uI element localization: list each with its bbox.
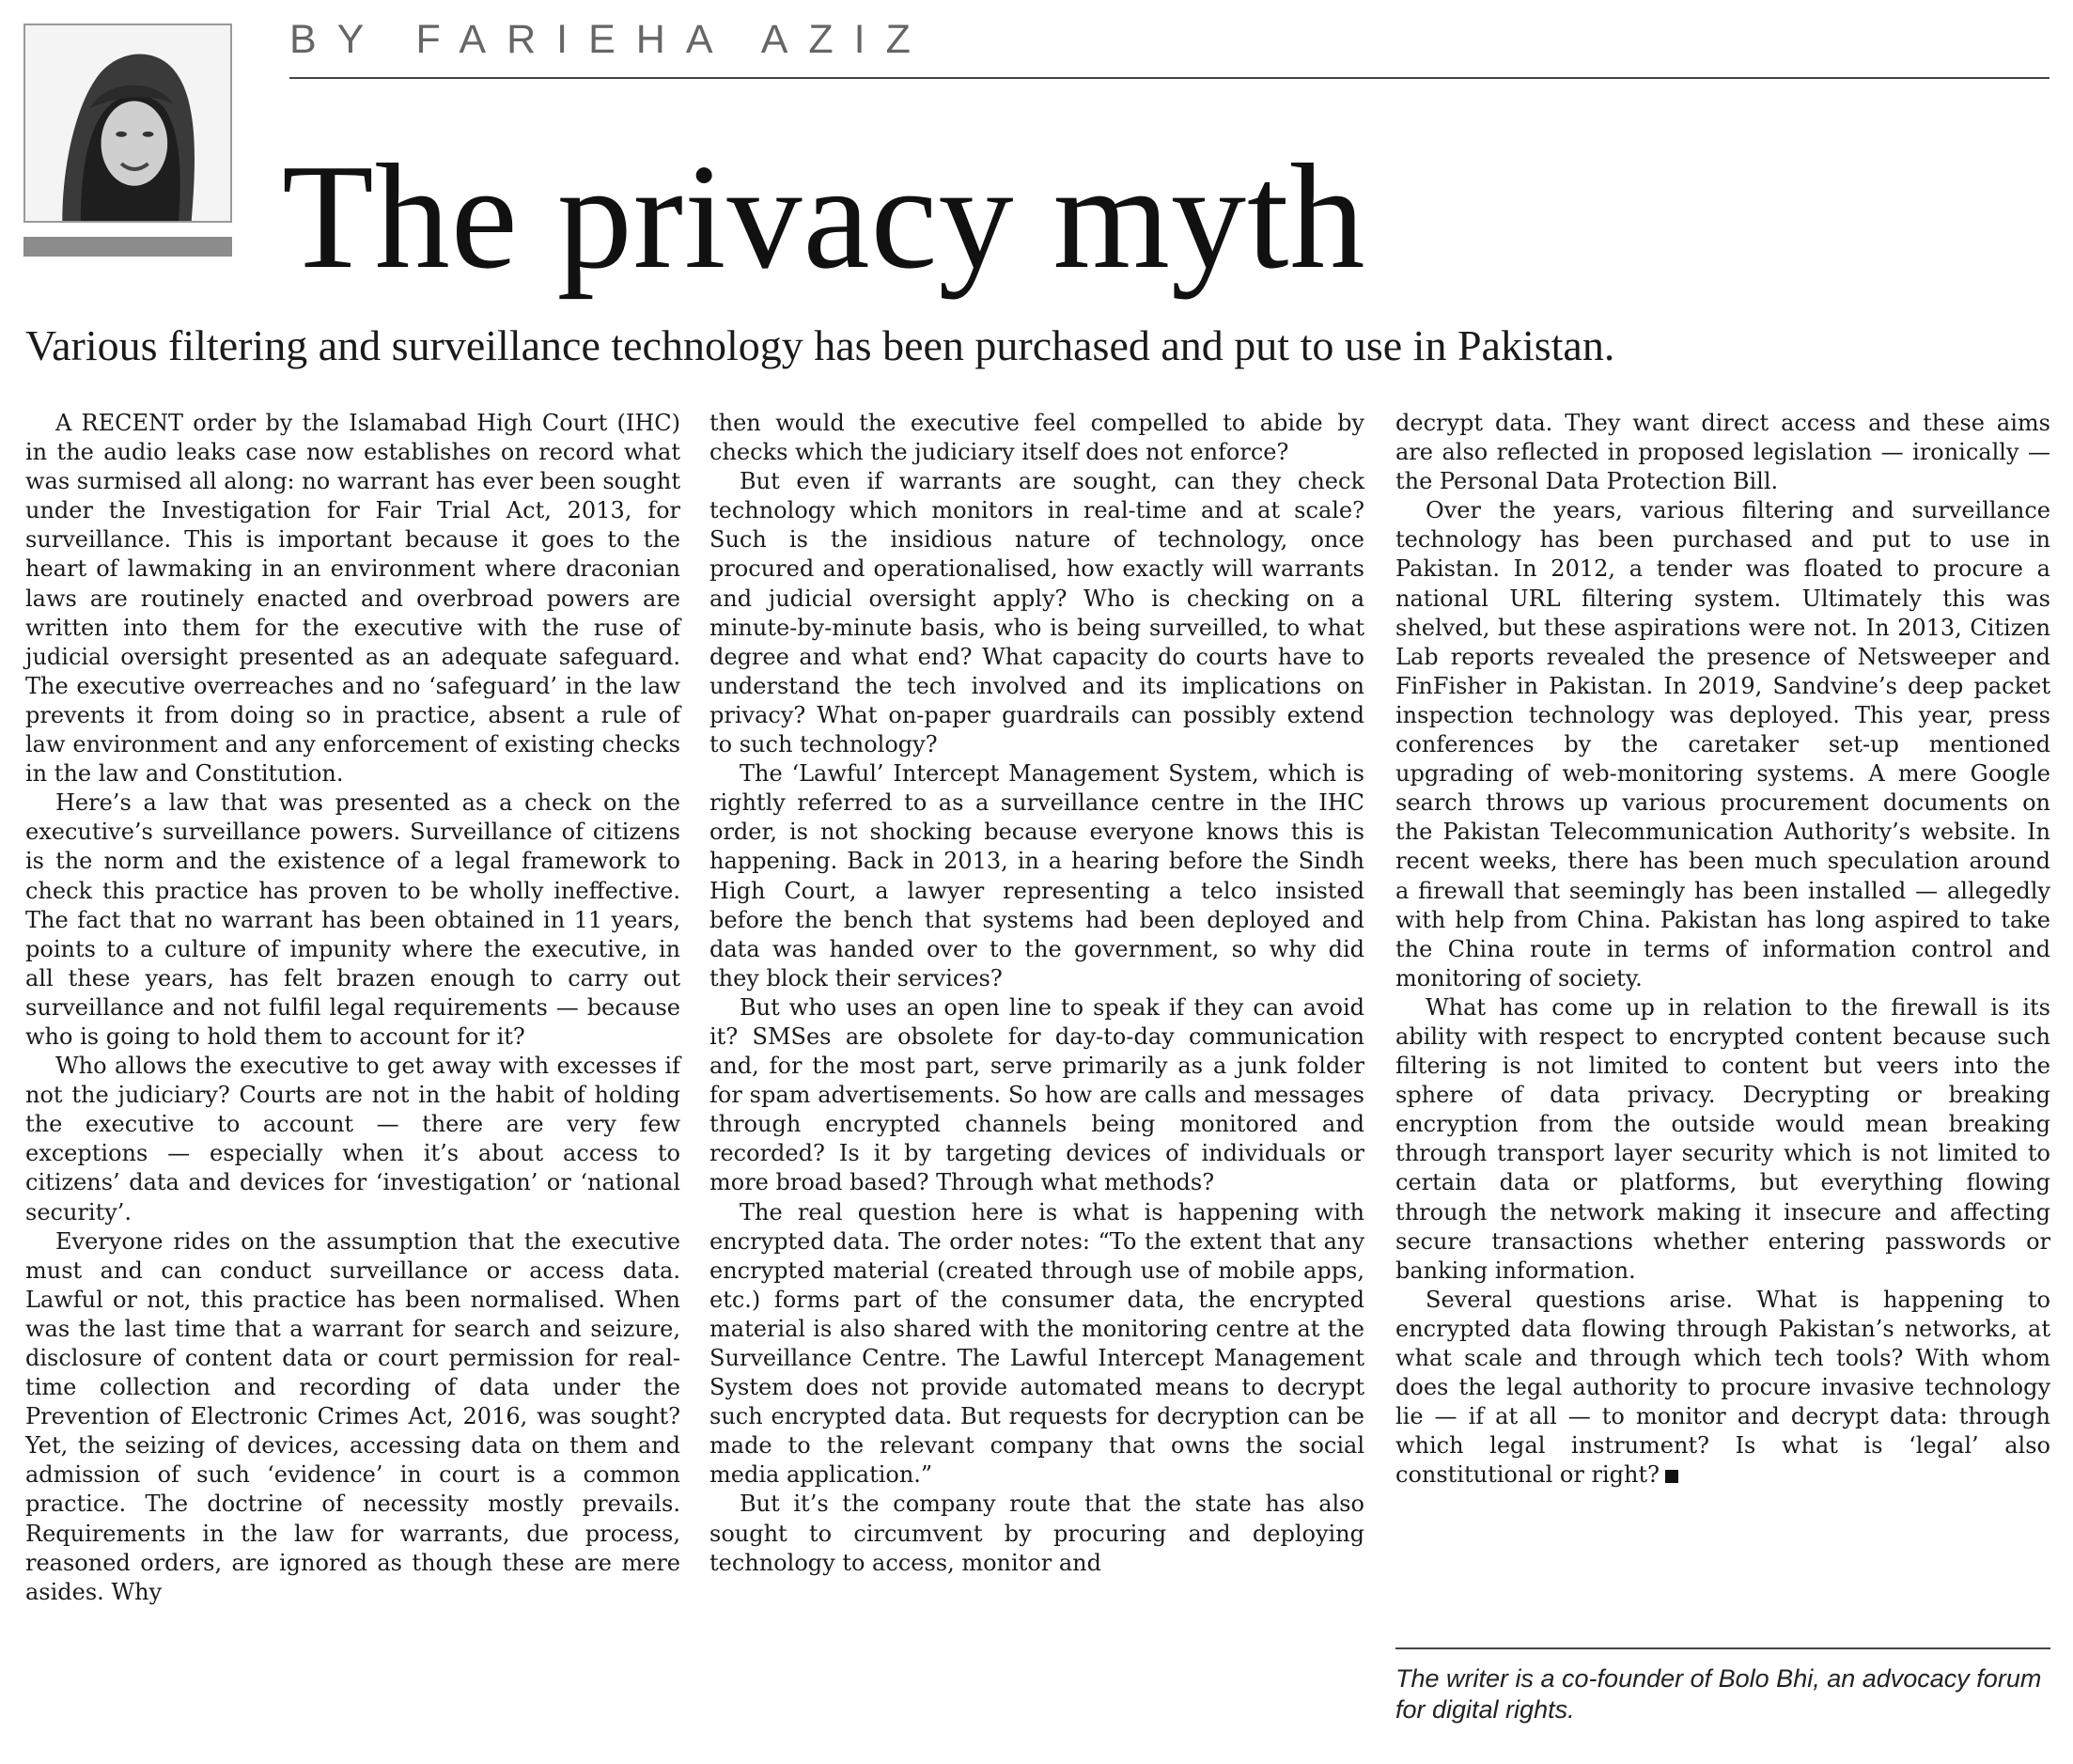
bio-rule xyxy=(1395,1647,2050,1649)
photo-accent-bar xyxy=(23,237,232,257)
standfirst: Various filtering and surveillance technology has been purchased and put to use in Pakistan. xyxy=(25,321,1615,369)
paragraph: decrypt data. They want direct access and these aims are also reflected in proposed legislation — ironically — the Personal Data Protection Bill. xyxy=(1395,410,2050,495)
author-portrait-image xyxy=(25,25,230,221)
paragraph-text: Several questions arise. What is happening to encrypted data flowing through Pakistan’s networks, at what scale and through which tech tools? With whom does the legal authority to procure invasive technology lie — if at all — to monitor and decrypt data: through which legal instrument? Is what is ‘legal’ also constitutional or right? xyxy=(1395,1286,2050,1489)
author-photo xyxy=(23,23,232,223)
paragraph: Who allows the executive to get away with excesses if not the judiciary? Courts are not in the habit of holding the executive to account — there are very few exceptions — especially when it’s about access to citizens’ data and devices for ‘investigation’ or ‘national security’. xyxy=(25,1053,680,1225)
author-bio: The writer is a co-founder of Bolo Bhi, an advocacy forum for digital rights. xyxy=(1395,1664,2042,1724)
paragraph: The real question here is what is happening with encrypted data. The order notes: “To the extent that any encrypted material (created through use of mobile apps, etc.) forms part of the consumer data, the encrypted material is also shared with the monitoring centre at the Surveillance Centre. The Lawful Intercept Management System does not provide automated means to decrypt such encrypted data. But requests for decryption can be made to the relevant company that owns the social media application.” xyxy=(709,1198,1364,1489)
paragraph: Everyone rides on the assumption that the executive must and can conduct surveillance or access data. Lawful or not, this practice has been normalised. When was the last time that a warrant for search and seizure, disclosure of content data or court permission for real-time collection and recording of data under the Prevention of Electronic Crimes Act, 2016, was sought? Yet, the seizing of devices, accessing data on them and admission of such ‘evidence’ in court is a common practice. The doctrine of necessity mostly prevails. Requirements in the law for warrants, due process, reasoned orders, are ignored as though these are mere asides. Why xyxy=(25,1227,680,1605)
paragraph: But who uses an open line to speak if they can avoid it? SMSes are obsolete for day-to-day communication and, for the most part, serve primarily as a junk folder for spam advertisements. So how are calls and messages through encrypted channels being monitored and recorded? Is it by targeting devices of individuals or more broad based? Through what methods? xyxy=(709,993,1364,1196)
paragraph: Over the years, various filtering and surveillance technology has been purchased and put to use in Pakistan. In 2012, a tender was floated to procure a national URL filtering system. Ultimately this was shelved, but these aspirations were not. In 2013, Citizen Lab reports revealed the presence of Netsweeper and FinFisher in Pakistan. In 2019, Sandvine’s deep packet inspection technology was deployed. This year, press conferences by the caretaker set-up mentioned upgrading of web-monitoring systems. A mere Google search throws up various procurement documents on the Pakistan Telecommunication Authority’s website. In recent weeks, there has been much speculation around a firewall that seemingly has been installed — allegedly with help from China. Pakistan has long aspired to take the China route in terms of information control and monitoring of society. xyxy=(1395,497,2050,991)
byline: BY FARIEHA AZIZ xyxy=(289,17,931,62)
paragraph: But even if warrants are sought, can they check technology which monitors in real-time and at scale? Such is the insidious nature of technology, once procured and operationalised, how exactly will warrants and judicial oversight apply? Who is checking on a minute-by-minute basis, who is being surveilled, to what degree and what end? What capacity do courts have to understand the tech involved and its implications on privacy? What on-paper guardrails can possibly extend to such technology? xyxy=(709,468,1364,758)
paragraph: A RECENT order by the Islamabad High Court (IHC) in the audio leaks case now establishes on record what was surmised all along: no warrant has ever been sought under the Investigation for Fair Trial Act, 2013, for surveillance. This is important because it goes to the heart of lawmaking in an environment where draconian laws are routinely enacted and overbroad powers are written into them for the executive with the ruse of judicial oversight presented as an adequate safeguard. The executive overreaches and no ‘safeguard’ in the law prevents it from doing so in practice, absent a rule of law environment and any enforcement of existing checks in the law and Constitution. xyxy=(25,410,680,788)
article-column-3 xyxy=(1395,409,2050,1490)
end-mark-icon xyxy=(1665,1470,1678,1483)
byline-rule xyxy=(289,77,2050,79)
paragraph: then would the executive feel compelled to abide by checks which the judiciary itself does not enforce? xyxy=(709,410,1364,466)
article-column-1 xyxy=(25,409,680,1607)
paragraph: But it’s the company route that the state has also sought to circumvent by procuring and deploying technology to access, monitor and xyxy=(709,1491,1364,1576)
paragraph: What has come up in relation to the firewall is its ability with respect to encrypted content because such filtering is not limited to content but veers into the sphere of data privacy. Decrypting or breaking encryption from the outside would mean breaking through transport layer security which is not limited to certain data or platforms, but everything flowing through the network making it insecure and affecting secure transactions whether entering passwords or banking information. xyxy=(1395,993,2050,1284)
headline: The privacy myth xyxy=(282,133,1366,300)
article-column-2 xyxy=(709,409,1364,1578)
final-paragraph xyxy=(1395,1286,2050,1491)
paragraph: The ‘Lawful’ Intercept Management System, which is rightly referred to as a surveillance centre in the IHC order, is not shocking because everyone knows this is happening. Back in 2013, in a hearing before the Sindh High Court, a lawyer representing a telco insisted before the bench that systems had been deployed and data was handed over to the government, so why did they block their services? xyxy=(709,760,1364,991)
paragraph: Here’s a law that was presented as a check on the executive’s surveillance powers. Surveillance of citizens is the norm and the existence of a legal framework to check this practice has proven to be wholly ineffective. The fact that no warrant has been obtained in 11 years, points to a culture of impunity where the executive, in all these years, has felt brazen enough to carry out surveillance and not fulfil legal requirements — because who is going to hold them to account for it? xyxy=(25,789,680,1050)
